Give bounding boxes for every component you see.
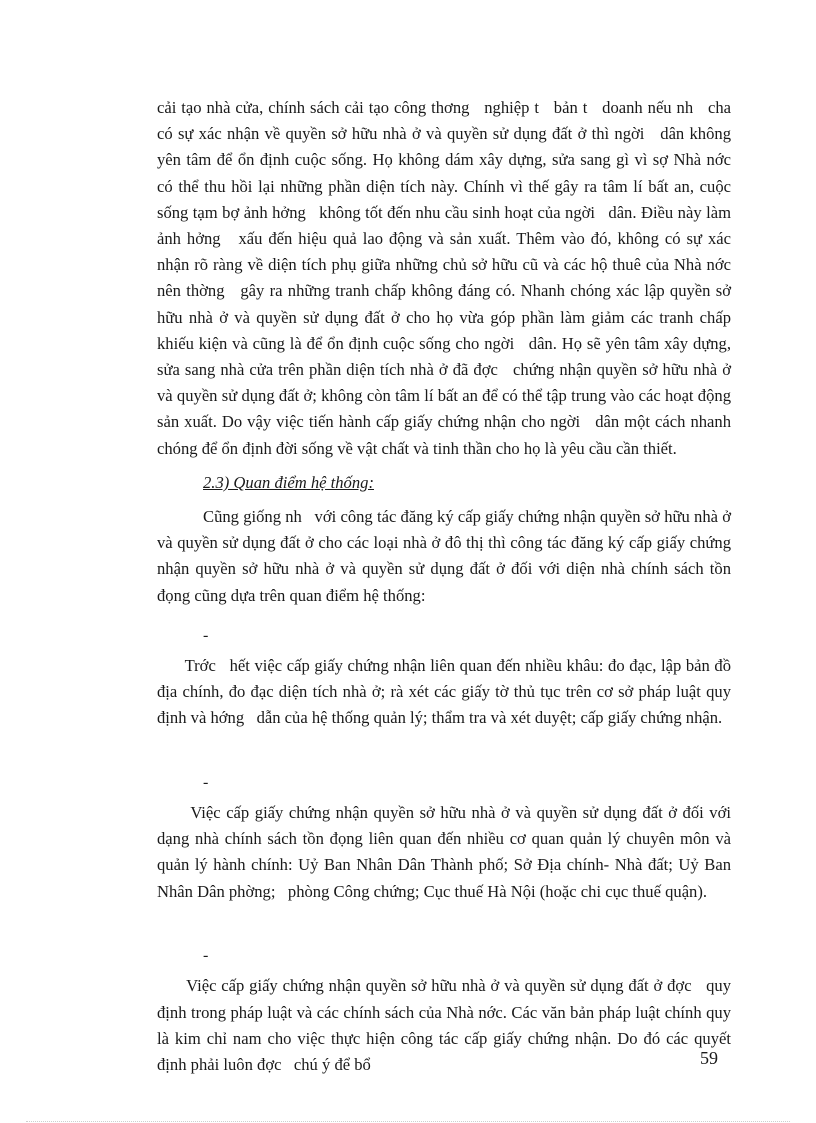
bullet-text: Việc cấp giấy chứng nhận quyền sở hữu nhà ở và quyền sử dụng đất ở đối với dạng nhà chính sách tồn đọng liên quan đến nhiều cơ quan quản lý chuyên môn và quản lý hành chính: Uỷ Ban Nhân Dân Thành phố; Sở Địa chính- Nhà đất; Uỷ Ban Nhân Dân phờng; phòng Công chứng; Cục thuế Hà Nội (hoặc chi cục thuế quận). (157, 803, 736, 901)
bullet-text: Việc cấp giấy chứng nhận quyền sở hữu nhà ở và quyền sử dụng đất ở đợc quy định trong pháp luật và các chính sách của Nhà nớc. Các văn bản pháp luật chính quy là kim chỉ nam cho việc thực hiện công tác cấp giấy chứng nhận. Do đó các quyết định phải luôn đợc chú ý để bổ (157, 976, 736, 1074)
bullet-dash: - (203, 773, 209, 791)
system-view-paragraph: Cũng giống nh với công tác đăng ký cấp giấy chứng nhận quyền sở hữu nhà ở và quyền sử dụng đất ở cho các loại nhà ở đô thị thì công tác đăng ký cấp giấy chứng nhận quyền sở hữu nhà ở và quyền sử dụng đất ở đối với diện nhà chính sách tồn đọng cũng dựa trên quan điểm hệ thống: (157, 507, 736, 605)
page-number: 59 (700, 1048, 718, 1068)
page-body (157, 95, 744, 1104)
bullet-item (157, 947, 736, 1104)
bullet-dash: - (203, 947, 209, 965)
intro-paragraph: cải tạo nhà cửa, chính sách cải tạo công thơng nghiệp t bản t doanh nếu nh cha có sự xác nhận về quyền sở hữu nhà ở và quyền sử dụng đất ở thì ngời dân không yên tâm để ổn định cuộc sống. Họ không dám xây dựng, sửa sang gì vì sợ Nhà nớc có thể thu hồi lại những phần diện tích này. Chính vì thế gây ra tâm lí bất an, cuộc sống tạm bợ ảnh hởng không tốt đến nhu cầu sinh hoạt của ngời dân. Điều này làm ảnh hởng xấu đến hiệu quả lao động và sản xuất. Thêm vào đó, không có sự xác nhận rõ ràng về diện tích phụ giữa những chủ sở hữu cũ và các hộ thuê của Nhà nớc nên thờng gây ra những tranh chấp không đáng có. Nhanh chóng xác lập quyền sở hữu nhà ở và quyền sử dụng đất ở cho họ vừa góp phần làm giảm các tranh chấp khiếu kiện và cũng là để ổn định cuộc sống cho ngời dân. Họ sẽ yên tâm xây dựng, sửa sang nhà cửa trên phần diện tích nhà ở đã đợc chứng nhận quyền sở hữu nhà ở và quyền sử dụng đất ở; không còn tâm lí bất an để có thể tập trung vào các hoạt động sản xuất. Do vậy việc tiến hành cấp giấy chứng nhận cho ngời dân một cách nhanh chóng để ổn định đời sống về vật chất và tinh thần cho họ là yêu cầu cần thiết. (157, 98, 744, 458)
section-heading: 2.3) Quan điểm hệ thống: (203, 472, 374, 492)
bullet-item (157, 773, 736, 931)
bullet-dash: - (203, 626, 209, 644)
bullet-text: Trớc hết việc cấp giấy chứng nhận liên quan đến nhiều khâu: đo đạc, lập bản đồ địa chính, đo đạc diện tích nhà ở; rà xét các giấy tờ thủ tục trên cơ sở pháp luật quy định và hớng dẫn của hệ thống quản lý; thẩm tra và xét duyệt; cấp giấy chứng nhận. (157, 656, 736, 728)
bullet-item (157, 626, 736, 758)
page-bottom-divider (26, 1121, 790, 1122)
